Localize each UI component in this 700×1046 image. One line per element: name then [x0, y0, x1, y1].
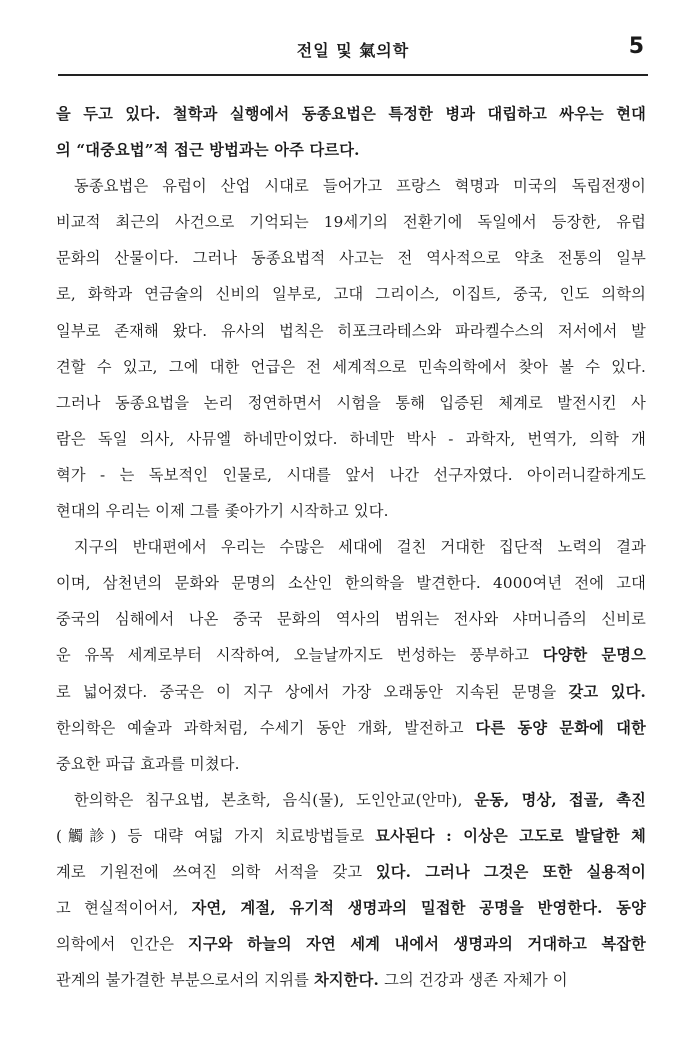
text-line [56, 132, 646, 168]
text-segment: 중국의 심해에서 나온 중국 문화의 역사의 범위는 전사와 샤머니즘의 신비로 [56, 610, 646, 629]
bold-text-segment: 다양한 문명으 [542, 646, 646, 665]
text-segment: 혁가 - 는 독보적인 인물로, 시대를 앞서 나간 선구자였다. 아이러니칼하게도 [56, 465, 646, 484]
text-segment: 동종요법은 유럽이 산업 시대로 들어가고 프랑스 혁명과 미국의 독립전쟁이 [74, 177, 646, 196]
text-segment: 그러나 동종요법을 논리 정연하면서 시험을 통해 입증된 체계로 발전시킨 사 [56, 393, 646, 412]
text-segment: 의학에서 인간은 [56, 935, 189, 954]
text-segment: 고 현실적이어서, [56, 899, 192, 918]
body-text [56, 96, 646, 998]
text-segment: 그의 건강과 생존 자체가 이 [379, 971, 568, 990]
text-segment: 지구의 반대편에서 우리는 수많은 세대에 걸친 거대한 집단적 노력의 결과 [74, 538, 646, 557]
text-segment: 계로 기원전에 쓰여진 의학 서적을 갖고 [56, 862, 376, 881]
text-segment: 로 넓어졌다. 중국은 이 지구 상에서 가장 오래동안 지속된 문명을 [56, 682, 569, 701]
text-segment: 람은 독일 의사, 사뮤엘 하네만이었다. 하네만 박사 - 과학자, 번역가, 의학 개 [56, 429, 646, 448]
text-line [56, 818, 646, 854]
text-line [56, 926, 646, 962]
text-segment: 중요한 파급 효과를 미쳤다. [56, 754, 240, 773]
text-segment: 한의학은 예술과 과학처럼, 수세기 동안 개화, 발전하고 [56, 718, 476, 737]
text-line [56, 854, 646, 890]
bold-text-segment: 있다. 그러나 그것은 또한 실용적이 [375, 862, 646, 881]
text-line [56, 240, 646, 276]
text-line [56, 529, 646, 565]
bold-text-segment: 자연, 계절, 유기적 생명과의 밀접한 공명을 반영한다. 동양 [191, 899, 646, 918]
text-line [56, 313, 646, 349]
text-line [56, 565, 646, 601]
bold-text-segment: 지구와 하늘의 자연 세계 내에서 생명과의 거대하고 복잡한 [188, 935, 646, 954]
text-line [56, 493, 646, 529]
text-line [56, 457, 646, 493]
text-line [56, 168, 646, 204]
text-segment: 비교적 최근의 사건으로 기억되는 19세기의 전환기에 독일에서 등장한, 유럽 [56, 213, 646, 232]
text-line [56, 674, 646, 710]
text-line [56, 421, 646, 457]
text-line [56, 276, 646, 312]
text-line [56, 782, 646, 818]
text-segment: 운 유목 세계로부터 시작하여, 오늘날까지도 번성하는 풍부하고 [56, 646, 543, 665]
text-segment: 문화의 산물이다. 그러나 동종요법적 사고는 전 역사적으로 약초 전통의 일부 [56, 249, 646, 268]
text-line [56, 349, 646, 385]
bold-text-segment: 의 “대중요법”적 접근 방법과는 아주 다르다. [56, 141, 360, 160]
text-line [56, 710, 646, 746]
text-segment: (觸診) 등 대략 여덟 가지 치료방법들로 [56, 826, 376, 845]
text-segment: 현대의 우리는 이제 그를 좇아가기 시작하고 있다. [56, 502, 389, 521]
text-line [56, 601, 646, 637]
running-header [58, 34, 648, 76]
page-number: 5 [628, 34, 644, 59]
text-line [56, 385, 646, 421]
text-segment: 한의학은 침구요법, 본초학, 음식(물), 도인안교(안마), [74, 790, 475, 809]
text-segment: 관계의 불가결한 부분으로서의 지위를 [56, 971, 315, 990]
bold-text-segment: 차지한다. [314, 971, 380, 990]
text-segment: 이며, 삼천년의 문화와 문명의 소산인 한의학을 발견한다. 4000여년 전에 고대 [56, 574, 646, 593]
text-line [56, 890, 646, 926]
text-line [56, 746, 646, 782]
chapter-title: 전일 및 氣의학 [296, 41, 410, 60]
text-line [56, 204, 646, 240]
text-segment: 로, 화학과 연금술의 신비의 일부로, 고대 그리이스, 이집트, 중국, 인도 의학의 [56, 285, 646, 304]
text-line [56, 962, 646, 998]
bold-text-segment: 묘사된다 : 이상은 고도로 발달한 체 [375, 826, 646, 845]
text-segment: 견할 수 있고, 그에 대한 언급은 전 세계적으로 민속의학에서 찾아 볼 수 있다. [56, 357, 646, 376]
text-line [56, 96, 646, 132]
bold-text-segment: 다른 동양 문화에 대한 [475, 718, 646, 737]
text-line [56, 637, 646, 673]
bold-text-segment: 을 두고 있다. 철학과 실행에서 동종요법은 특정한 병과 대립하고 싸우는 현대 [56, 105, 646, 123]
bold-text-segment: 갖고 있다. [568, 682, 646, 701]
text-segment: 일부로 존재해 왔다. 유사의 법칙은 히포크라테스와 파라켈수스의 저서에서 발 [56, 321, 646, 340]
bold-text-segment: 운동, 명상, 접골, 촉진 [474, 790, 646, 809]
